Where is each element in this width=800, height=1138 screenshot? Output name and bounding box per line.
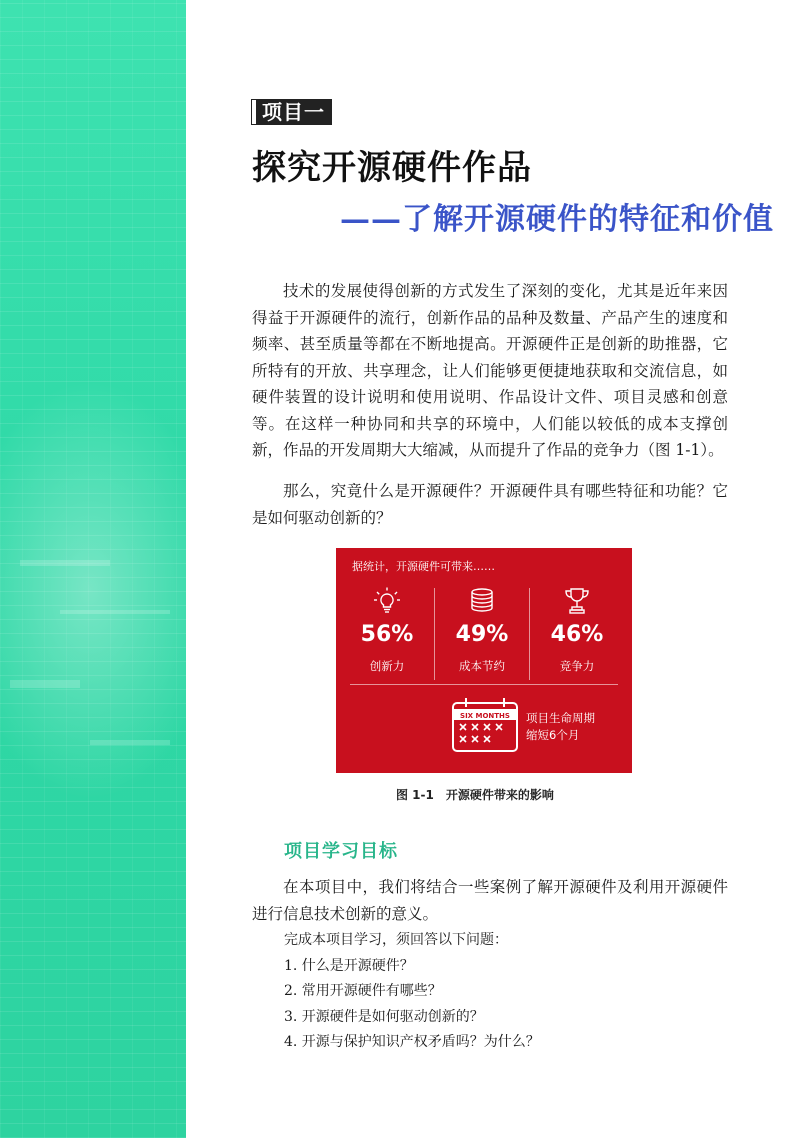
stat-value: 56% xyxy=(360,622,414,647)
calendar-icon xyxy=(450,696,520,754)
figure-top-caption: 据统计，开源硬件可带来…… xyxy=(352,560,495,573)
calendar-label: SIX MONTHS xyxy=(460,712,510,720)
calendar-note xyxy=(526,710,595,744)
intro-paragraph: 技术的发展使得创新的方式发生了深刻的变化，尤其是近年来因得益于开源硬件的流行，创新作品的品种及数量、产品产生的速度和频率、甚至质量等都在不断地提高。开源硬件正是创新的助推器，它所特有的开放、共享理念，让人们能够更便捷地获取和交流信息，如硬件装置的设计说明和使用说明、作品设计文件、项目灵感和创意等。在这样一种协同和共享的环境中，人们能以较低的成本支撑创新，作品的开发周期大大缩减，从而提升了作品的竞争力（图 1-1）。 xyxy=(252,282,728,459)
coins-icon xyxy=(467,586,497,616)
stat-innovation xyxy=(342,582,432,682)
calendar-note-line2: 缩短6个月 xyxy=(526,728,580,742)
section-heading: 项目学习目标 xyxy=(284,841,398,862)
question-paragraph: 那么，究竟什么是开源硬件？开源硬件具有哪些特征和功能？它是如何驱动创新的？ xyxy=(252,482,728,527)
stat-value: 49% xyxy=(455,622,509,647)
project-tag: 项目一 xyxy=(252,100,331,124)
lightbulb-icon xyxy=(372,586,402,616)
stat-value: 46% xyxy=(550,622,604,647)
list-item: 4. 开源与保护知识产权矛盾吗？为什么？ xyxy=(284,1034,540,1050)
calendar-note-line1: 项目生命周期 xyxy=(526,711,595,725)
figure-caption: 图 1-1 开源硬件带来的影响 xyxy=(396,788,554,802)
stat-label: 创新力 xyxy=(369,659,405,673)
page-subtitle: ——了解开源硬件的特征和价值 xyxy=(340,202,774,237)
question-lead: 完成本项目学习，须回答以下问题： xyxy=(284,932,508,948)
list-item: 3. 开源硬件是如何驱动创新的？ xyxy=(284,1008,484,1025)
trophy-icon xyxy=(562,586,592,616)
page-title: 探究开源硬件作品 xyxy=(252,148,532,188)
list-item: 2. 常用开源硬件有哪些？ xyxy=(284,983,442,999)
stat-competitiveness xyxy=(532,582,622,682)
stat-label: 竞争力 xyxy=(559,659,595,673)
decorative-sidebar xyxy=(0,0,186,1138)
list-item: 1. 什么是开源硬件？ xyxy=(284,957,414,974)
objectives-intro: 在本项目中，我们将结合一些案例了解开源硬件及利用开源硬件进行信息技术创新的意义。 xyxy=(252,878,728,923)
stat-label: 成本节约 xyxy=(459,659,505,673)
stat-cost xyxy=(437,582,527,682)
figure-infographic xyxy=(336,548,632,773)
question-list xyxy=(284,928,540,1056)
